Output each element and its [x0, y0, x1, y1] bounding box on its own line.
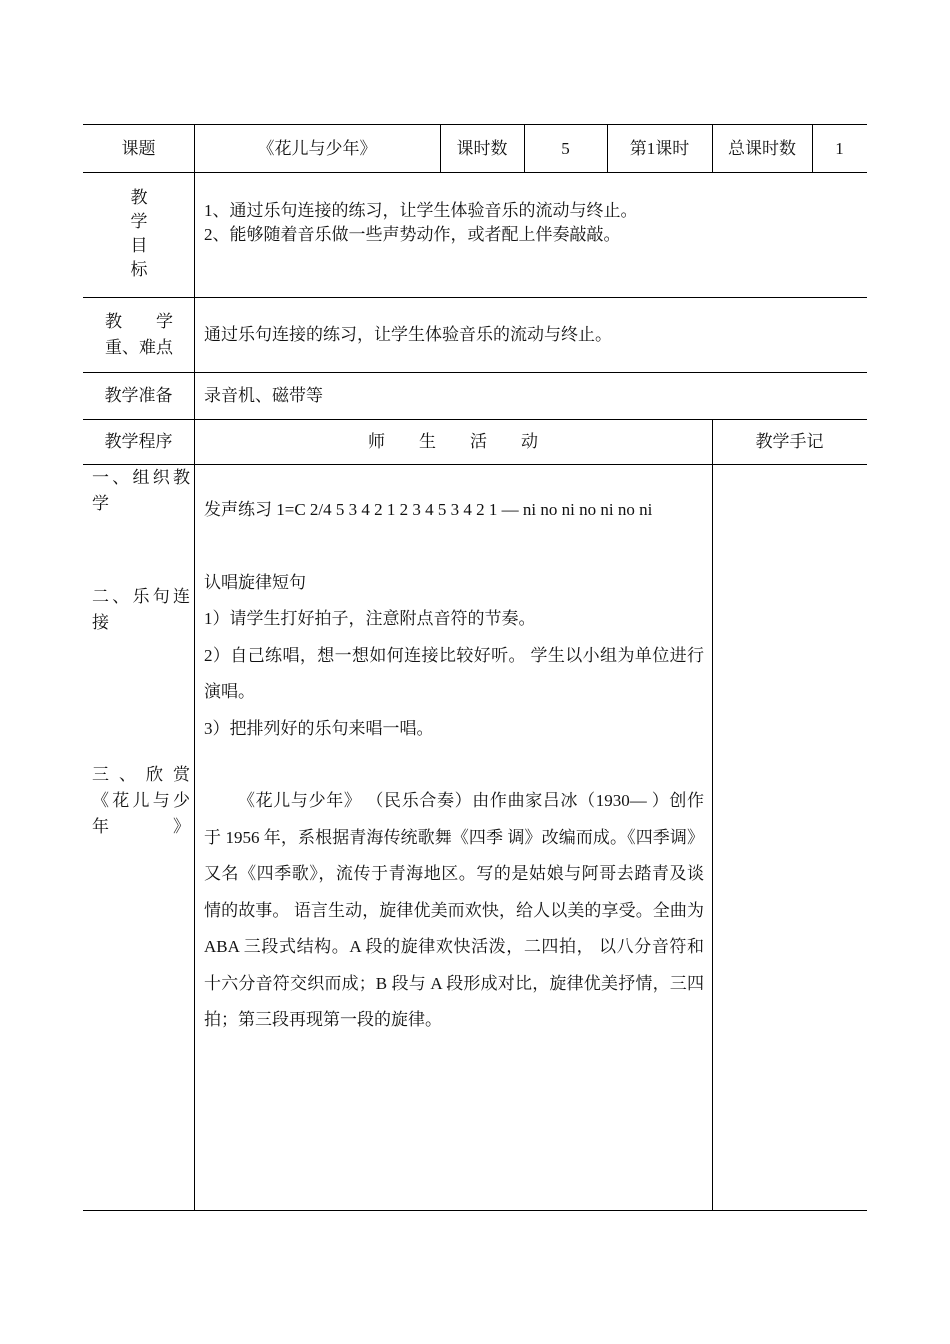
objective-line: 2、能够随着音乐做一些声势动作，或者配上伴奏敲敲。: [204, 225, 621, 244]
melody-step: 1）请学生打好拍子，注意附点音符的节奏。: [204, 609, 536, 628]
hours-value: 5: [561, 139, 570, 158]
step-appreciation: 三、欣赏《花儿与少年》: [92, 765, 190, 836]
topic-label: 课题: [121, 139, 156, 158]
row-divider: [83, 372, 867, 373]
activity-column-header: 师 生 活 动: [368, 432, 538, 451]
row-divider: [83, 419, 867, 420]
table-bottom-border: [83, 1210, 867, 1211]
key-points-label-line1: 教 学: [105, 312, 173, 331]
activity-content: [204, 492, 704, 1039]
row-divider: [83, 172, 867, 173]
hours-label: 课时数: [456, 139, 508, 158]
preparation-text: 录音机、磁带等: [204, 386, 323, 405]
step-phrase-connection: 二、乐句连接: [92, 587, 190, 632]
vocal-practice: 发声练习 1=C 2/4 5 3 4 2 1 2 3 4 5 3 4 2 1 — ni no ni no ni no ni: [204, 500, 653, 519]
column-divider: [194, 124, 195, 1210]
lesson-number: 第1课时: [629, 139, 690, 158]
procedure-column-header: 教学程序: [104, 432, 173, 451]
key-points-text: 通过乐句连接的练习，让学生体验音乐的流动与终止。: [204, 325, 612, 344]
appreciation-paragraph: 《花儿与少年》 （民乐合奏）由作曲家吕冰（1930— ）创作于 1956 年，系根据青海传统歌舞《四季 调》改编而成。《四季调》又名《四季歌》，流传于青海地区。写的是姑娘与阿哥去踏青及谈情的故事。 语言生动，旋律优美而欢快，给人以美的享受。全曲为 ABA 三段式结构。A 段的旋律欢快活泼，二四拍， 以八分音符和十六分音符交织而成；B 段与 A 段形成对比，旋律优美抒情，三四拍；第三段再现第一段的旋律。: [204, 791, 704, 1029]
step-organize-teaching: 一、组织教学: [92, 468, 190, 513]
key-points-label-line2: 重、难点: [105, 338, 173, 357]
total-hours-value: 1: [835, 139, 844, 158]
preparation-label: 教学准备: [104, 386, 173, 405]
row-divider: [83, 464, 867, 465]
melody-step: 2）自己练唱，想一想如何连接比较好听。 学生以小组为单位进行演唱。: [204, 645, 704, 701]
objective-line: 1、通过乐句连接的练习，让学生体验音乐的流动与终止。: [204, 201, 638, 220]
column-divider: [712, 419, 713, 1210]
melody-intro: 认唱旋律短句: [204, 572, 306, 592]
melody-step: 3）把排列好的乐句来唱一唱。: [204, 718, 434, 738]
total-hours-label: 总课时数: [728, 139, 796, 158]
row-divider: [83, 297, 867, 298]
notes-column-header: 教学手记: [755, 432, 824, 451]
objectives-label: 教 学 目 标: [130, 188, 148, 279]
table-top-border: [83, 124, 867, 125]
topic-value: 《花儿与少年》: [257, 139, 377, 158]
